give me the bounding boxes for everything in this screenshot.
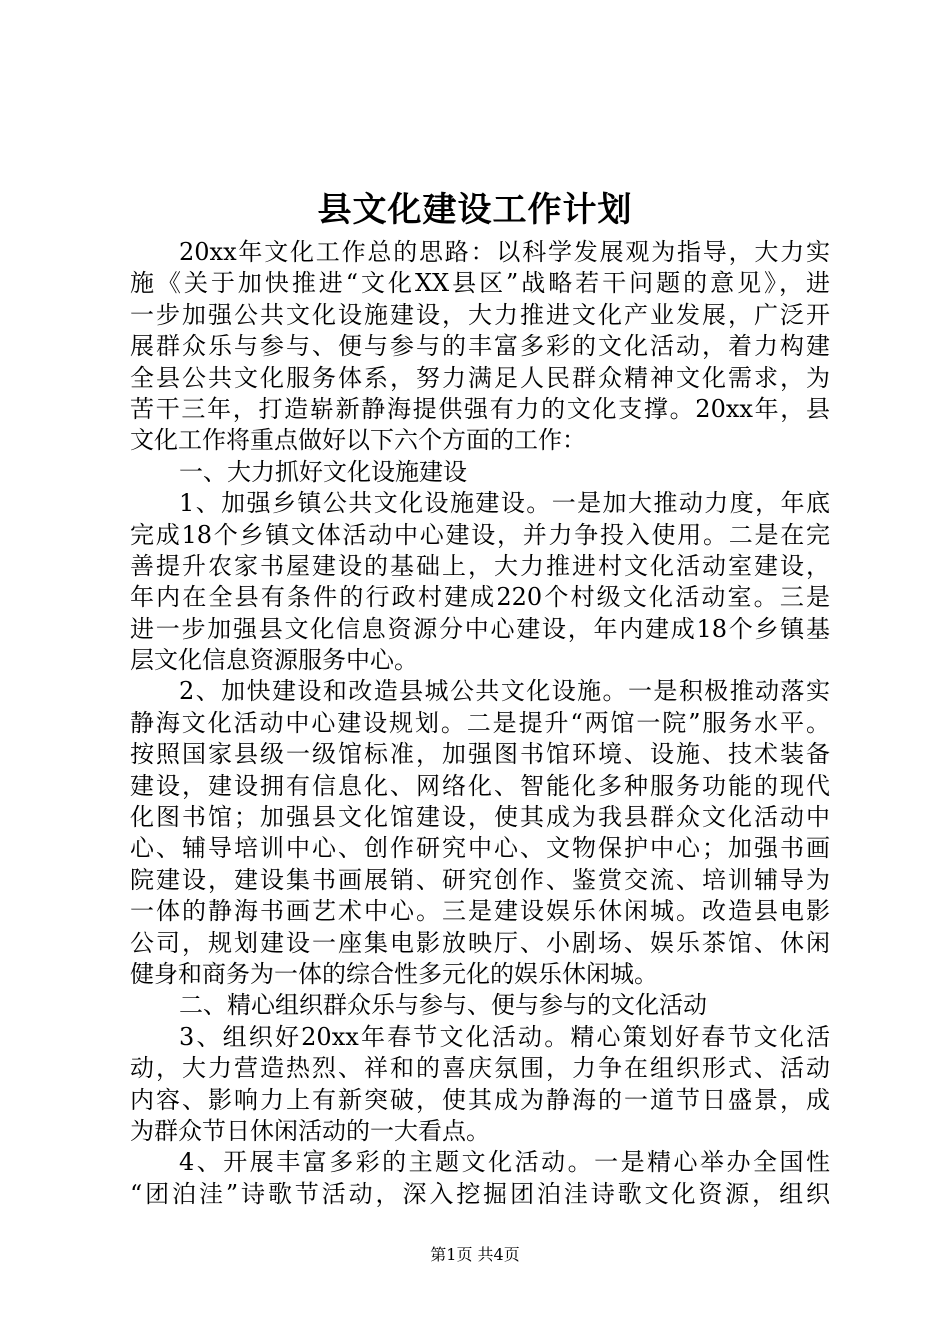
text-line: 20xx年文化工作总的思路：以科学发展观为指导，大力实 [179, 238, 830, 266]
text-line: 按照国家县级一级馆标准，加强图书馆环境、设施、技术装备 [130, 740, 830, 769]
text-line: 为群众节日休闲活动的一大看点。 [130, 1116, 490, 1145]
text-line: 化图书馆；加强县文化馆建设，使其成为我县群众文化活动中 [130, 803, 830, 832]
text-line: 完成18个乡镇文体活动中心建设，并力争投入使用。二是在完 [130, 520, 830, 549]
text-line: 静海文化活动中心建设规划。二是提升“两馆一院”服务水平。 [130, 708, 830, 737]
text-line: “团泊洼”诗歌节活动，深入挖掘团泊洼诗歌文化资源，组织 [130, 1179, 830, 1208]
text-line: 苦干三年，打造崭新静海提供强有力的文化支撑。20xx年，县 [130, 394, 830, 423]
text-line: 层文化信息资源服务中心。 [130, 646, 418, 675]
text-line: 善提升农家书屋建设的基础上，大力推进村文化活动室建设， [130, 551, 830, 580]
text-line: 公司，规划建设一座集电影放映厅、小剧场、娱乐茶馆、休闲 [130, 928, 830, 957]
text-line: 动，大力营造热烈、祥和的喜庆氛围，力争在组织形式、活动 [130, 1054, 830, 1083]
text-line: 内容、影响力上有新突破，使其成为静海的一道节日盛景，成 [130, 1085, 830, 1114]
text-line: 2、加快建设和改造县城公共文化设施。一是积极推动落实 [179, 677, 830, 706]
page-number: 第1页 共4页 [430, 1245, 520, 1264]
text-line: 4、开展丰富多彩的主题文化活动。一是精心举办全国性 [179, 1148, 830, 1177]
text-line: 3、组织好20xx年春节文化活动。精心策划好春节文化活 [179, 1022, 830, 1051]
text-line: 1、加强乡镇公共文化设施建设。一是加大推动力度，年底 [179, 489, 830, 518]
text-line: 全县公共文化服务体系，努力满足人民群众精神文化需求，为 [130, 363, 830, 392]
text-line: 建设，建设拥有信息化、网络化、智能化多种服务功能的现代 [130, 771, 830, 800]
text-line: 一步加强公共文化设施建设，大力推进文化产业发展，广泛开 [130, 300, 830, 329]
text-line: 一体的静海书画艺术中心。三是建设娱乐休闲城。改造县电影 [130, 897, 830, 926]
text-line: 施《关于加快推进“文化XX县区”战略若干问题的意见》，进 [130, 269, 830, 298]
section-heading: 一、大力抓好文化设施建设 [179, 457, 467, 486]
text-line: 展群众乐与参与、便与参与的丰富多彩的文化活动，着力构建 [130, 332, 830, 361]
section-heading: 二、精心组织群众乐与参与、便与参与的文化活动 [179, 991, 707, 1020]
text-line: 心、辅导培训中心、创作研究中心、文物保护中心；加强书画 [130, 834, 830, 863]
text-line: 院建设，建设集书画展销、研究创作、鉴赏交流、培训辅导为 [130, 865, 830, 894]
document-title: 县文化建设工作计划 [317, 190, 633, 230]
text-line: 文化工作将重点做好以下六个方面的工作： [130, 426, 586, 455]
document-body [130, 237, 830, 1210]
text-line: 健身和商务为一体的综合性多元化的娱乐休闲城。 [130, 959, 658, 988]
text-line: 年内在全县有条件的行政村建成220个村级文化活动室。三是 [130, 583, 830, 612]
text-line: 进一步加强县文化信息资源分中心建设，年内建成18个乡镇基 [130, 614, 830, 643]
